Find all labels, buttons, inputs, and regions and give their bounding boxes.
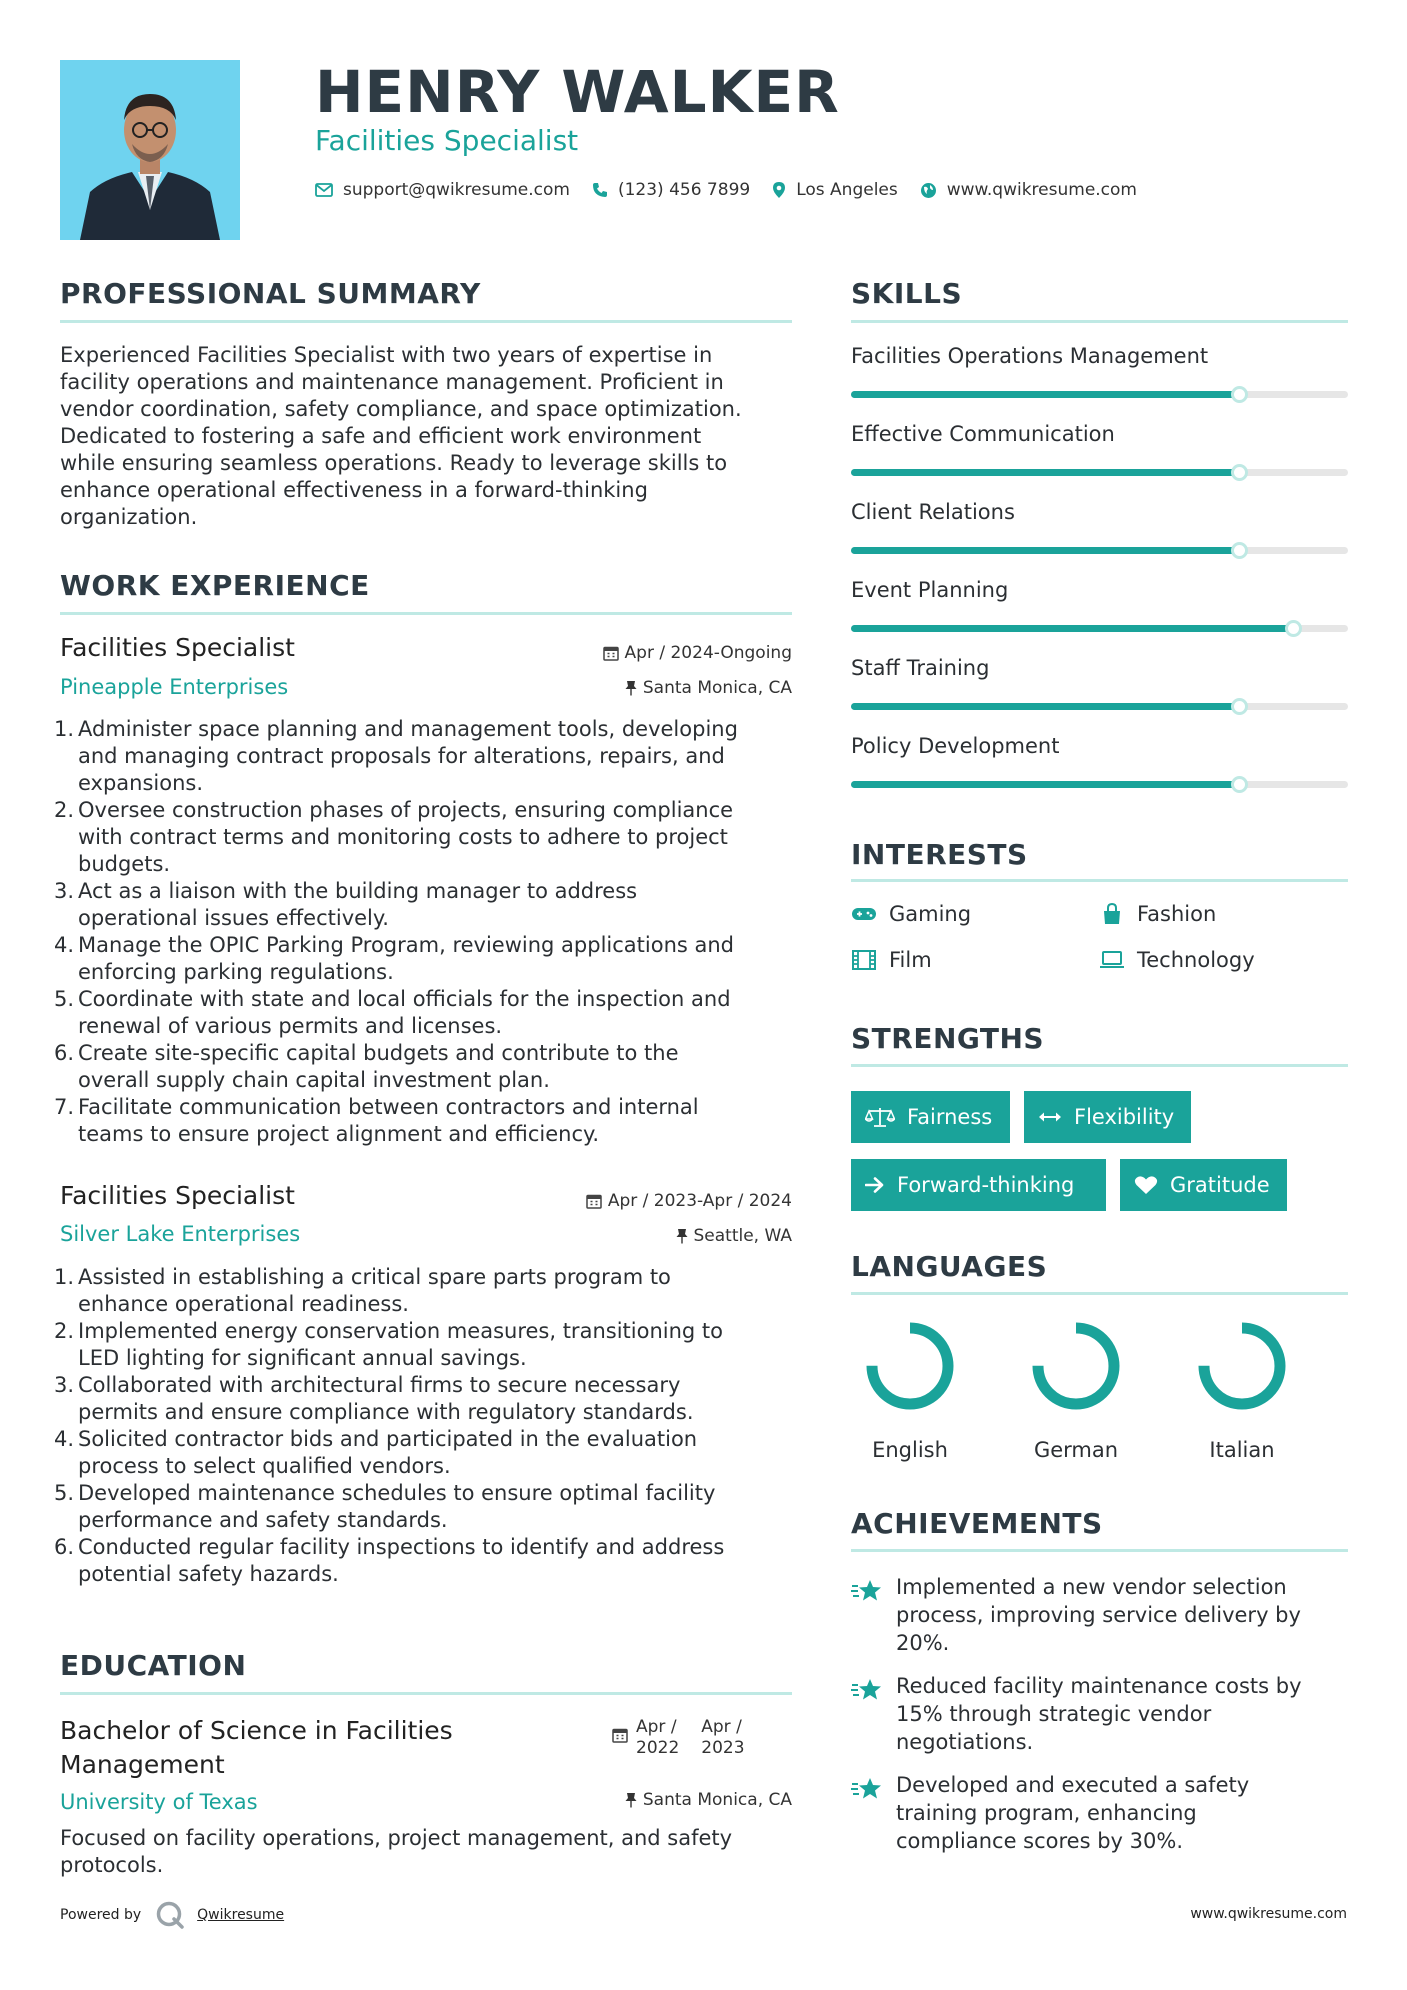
list-item (54, 1318, 800, 1372)
list-number: 5. (54, 987, 75, 1011)
language-ring (1028, 1318, 1124, 1414)
list-line: Conducted regular facility inspections to identify and address (78, 1535, 725, 1559)
shooting-star-icon (851, 1578, 883, 1608)
list-line: Facilitate communication between contractors and internal (78, 1095, 699, 1119)
language-label: English (872, 1438, 948, 1462)
skill-bar-knob (1231, 464, 1248, 481)
list-item (54, 986, 800, 1040)
skill-bar-fill (851, 781, 1239, 788)
interest-item (851, 902, 971, 926)
list-line: LED lighting for significant annual savings. (78, 1346, 527, 1370)
interest-item (851, 948, 932, 972)
language-label: German (1033, 1438, 1119, 1462)
laptop-icon (1099, 949, 1125, 971)
achievement-item (896, 1771, 1249, 1855)
arrow-right-icon (865, 1176, 885, 1194)
language-item (1187, 1318, 1297, 1462)
job-dates-text: Apr / 2024-Ongoing (624, 643, 792, 663)
list-item (54, 716, 800, 797)
summary-divider (60, 320, 792, 323)
list-line: teams to ensure project alignment and efficiency. (78, 1122, 600, 1146)
gamepad-icon (851, 903, 877, 925)
language-ring (1194, 1318, 1290, 1414)
list-line: Assisted in establishing a critical spare parts program to (78, 1265, 671, 1289)
candidate-name: HENRY WALKER (315, 58, 840, 126)
interests-divider (851, 879, 1348, 882)
achievement-line: Reduced facility maintenance costs by (896, 1674, 1302, 1698)
calendar-icon (586, 1193, 602, 1209)
list-line: permits and ensure compliance with regulatory standards. (78, 1400, 694, 1424)
list-line: and managing contract proposals for alterations, repairs, and (78, 744, 725, 768)
list-line: potential safety hazards. (78, 1562, 339, 1586)
education-location-text: Santa Monica, CA (642, 1790, 792, 1810)
skill-label: Policy Development (851, 734, 1060, 758)
job-location (625, 678, 792, 698)
list-number: 4. (54, 933, 75, 957)
skill-label: Client Relations (851, 500, 1015, 524)
footer-powered-by (60, 1900, 284, 1930)
skills-divider (851, 320, 1348, 323)
pushpin-icon (676, 1228, 688, 1244)
education-desc-line: protocols. (60, 1853, 164, 1877)
list-number: 7. (54, 1095, 75, 1119)
interest-label: Gaming (889, 902, 972, 926)
powered-by-text: Powered by (60, 1907, 142, 1923)
interest-item (1099, 948, 1255, 972)
interests-heading: INTERESTS (851, 838, 1028, 871)
language-label: Italian (1209, 1438, 1275, 1462)
interest-label: Technology (1137, 948, 1255, 972)
skill-bar-knob (1231, 776, 1248, 793)
list-item (54, 878, 800, 932)
summary-line: vendor coordination, safety compliance, and space optimization. (60, 397, 742, 421)
achievement-line: process, improving service delivery by (896, 1603, 1301, 1627)
list-line: enforcing parking regulations. (78, 960, 394, 984)
list-line: expansions. (78, 771, 204, 795)
list-line: Collaborated with architectural firms to secure necessary (78, 1373, 681, 1397)
strength-chip (1024, 1091, 1191, 1143)
list-item (54, 797, 800, 878)
strength-label: Fairness (907, 1105, 993, 1129)
skill-bar-knob (1231, 386, 1248, 403)
skill-label: Staff Training (851, 656, 990, 680)
education-desc-line: Focused on facility operations, project management, and safety (60, 1826, 733, 1850)
skill-label: Facilities Operations Management (851, 344, 1209, 368)
candidate-title: Facilities Specialist (315, 124, 579, 157)
language-ring-arc (1038, 1328, 1114, 1404)
profile-photo (60, 60, 240, 240)
job-dates-text: Apr / 2023-Apr / 2024 (607, 1191, 792, 1211)
list-line: overall supply chain capital investment plan. (78, 1068, 550, 1092)
list-line: Manage the OPIC Parking Program, reviewing applications and (78, 933, 735, 957)
footer-website[interactable]: www.qwikresume.com (1190, 1906, 1347, 1922)
skill-bar-knob (1231, 542, 1248, 559)
languages-divider (851, 1292, 1348, 1295)
list-item (54, 932, 800, 986)
achievements-heading: ACHIEVEMENTS (851, 1507, 1103, 1540)
interest-label: Fashion (1137, 902, 1217, 926)
list-line: operational issues effectively. (78, 906, 389, 930)
experience-heading: WORK EXPERIENCE (60, 569, 370, 602)
list-item (54, 1094, 800, 1148)
list-line: budgets. (78, 852, 171, 876)
skill-bar (851, 469, 1348, 476)
heart-icon (1134, 1175, 1158, 1195)
list-line: with contract terms and monitoring costs to adhere to project (78, 825, 728, 849)
achievement-line: 15% through strategic vendor (896, 1702, 1212, 1726)
email-link[interactable]: support@qwikresume.com (343, 180, 570, 200)
job-location-text: Seattle, WA (693, 1226, 792, 1246)
strength-chip (851, 1091, 1010, 1143)
job-dates (603, 643, 792, 663)
education-heading: EDUCATION (60, 1649, 247, 1682)
contact-bar (315, 180, 1159, 200)
list-number: 1. (54, 717, 75, 741)
website-link[interactable]: www.qwikresume.com (946, 180, 1137, 200)
location-text: Los Angeles (796, 180, 898, 200)
skill-bar (851, 391, 1348, 398)
degree-line: Management (60, 1750, 225, 1779)
summary-text (60, 342, 742, 531)
shopping-bag-icon (1099, 903, 1125, 925)
summary-heading: PROFESSIONAL SUMMARY (60, 277, 481, 310)
pushpin-icon (625, 1792, 637, 1808)
phone-icon (592, 182, 608, 198)
list-item (54, 1372, 800, 1426)
education-dates (612, 1717, 745, 1759)
job-company: Pineapple Enterprises (60, 675, 289, 699)
envelope-icon (315, 183, 333, 197)
list-number: 4. (54, 1427, 75, 1451)
education-end (701, 1717, 744, 1759)
language-item (1021, 1318, 1131, 1462)
strength-label: Flexibility (1074, 1105, 1175, 1129)
education-start (636, 1717, 679, 1759)
skill-bar-fill (851, 625, 1293, 632)
achievement-item (896, 1573, 1301, 1657)
phone-text: (123) 456 7899 (617, 180, 751, 200)
summary-line: Experienced Facilities Specialist with two years of expertise in (60, 343, 713, 367)
list-number: 2. (54, 1319, 75, 1343)
degree-title (60, 1714, 453, 1782)
person-illustration (60, 60, 240, 240)
job-location-text: Santa Monica, CA (642, 678, 792, 698)
skill-bar (851, 781, 1348, 788)
achievement-line: negotiations. (896, 1730, 1034, 1754)
list-number: 3. (54, 1373, 75, 1397)
school-name: University of Texas (60, 1790, 258, 1814)
qwikresume-link[interactable]: Qwikresume (197, 1907, 285, 1923)
experience-divider (60, 612, 792, 615)
job-title: Facilities Specialist (60, 1181, 295, 1210)
job-dates (586, 1191, 792, 1211)
achievement-line: Developed and executed a safety (896, 1773, 1250, 1797)
summary-line: organization. (60, 505, 198, 529)
strength-chip (851, 1159, 1106, 1211)
list-line: enhance operational readiness. (78, 1292, 409, 1316)
date-part: Apr / (701, 1717, 742, 1737)
list-number: 3. (54, 879, 75, 903)
skill-label: Event Planning (851, 578, 1009, 602)
globe-icon (920, 182, 937, 199)
calendar-icon (612, 1727, 628, 1749)
summary-line: while ensuring seamless operations. Ready to leverage skills to (60, 451, 728, 475)
list-line: Implemented energy conservation measures, transitioning to (78, 1319, 723, 1343)
achievement-line: 20%. (896, 1631, 950, 1655)
job-title: Facilities Specialist (60, 633, 295, 662)
list-number: 1. (54, 1265, 75, 1289)
degree-line: Bachelor of Science in Facilities (60, 1716, 453, 1745)
language-ring (862, 1318, 958, 1414)
film-icon (851, 949, 877, 971)
achievement-line: Implemented a new vendor selection (896, 1575, 1287, 1599)
summary-line: enhance operational effectiveness in a forward-thinking (60, 478, 648, 502)
language-ring-arc (1204, 1328, 1280, 1404)
list-item (54, 1040, 800, 1094)
interest-label: Film (889, 948, 932, 972)
summary-line: Dedicated to fostering a safe and efficient work environment (60, 424, 702, 448)
list-line: Oversee construction phases of projects, ensuring compliance (78, 798, 734, 822)
date-part: 2022 (636, 1738, 680, 1758)
job-responsibilities (54, 716, 800, 1148)
list-line: performance and safety standards. (78, 1508, 448, 1532)
list-number: 2. (54, 798, 75, 822)
language-item (855, 1318, 965, 1462)
skill-bar-fill (851, 391, 1239, 398)
education-description (60, 1825, 732, 1879)
strength-chip (1120, 1159, 1287, 1211)
list-line: Create site-specific capital budgets and contribute to the (78, 1041, 679, 1065)
language-ring-arc (872, 1328, 948, 1404)
achievements-divider (851, 1549, 1348, 1552)
education-divider (60, 1692, 792, 1695)
skill-bar (851, 703, 1348, 710)
list-line: Act as a liaison with the building manager to address (78, 879, 638, 903)
pushpin-icon (625, 680, 637, 696)
list-item (54, 1480, 800, 1534)
list-line: process to select qualified vendors. (78, 1454, 451, 1478)
skill-bar-knob (1231, 698, 1248, 715)
skills-heading: SKILLS (851, 277, 963, 310)
list-item (54, 1264, 800, 1318)
balance-scale-icon (865, 1106, 895, 1128)
skill-label: Effective Communication (851, 422, 1115, 446)
skill-bar (851, 547, 1348, 554)
achievement-item (896, 1672, 1302, 1756)
education-location (625, 1790, 792, 1810)
list-item (54, 1534, 800, 1588)
strength-label: Gratitude (1170, 1173, 1270, 1197)
job-responsibilities (54, 1264, 800, 1588)
job-location (676, 1226, 793, 1246)
achievement-line: training program, enhancing (896, 1801, 1197, 1825)
strengths-heading: STRENGTHS (851, 1022, 1045, 1055)
skill-bar-fill (851, 469, 1239, 476)
date-part: Apr / (636, 1717, 677, 1737)
list-line: Developed maintenance schedules to ensure optimal facility (78, 1481, 716, 1505)
skill-bar-knob (1285, 620, 1302, 637)
arrows-horizontal-icon (1038, 1110, 1062, 1124)
map-pin-icon (772, 181, 786, 199)
date-part: 2023 (701, 1738, 745, 1758)
interest-item (1099, 902, 1216, 926)
summary-line: facility operations and maintenance management. Proficient in (60, 370, 724, 394)
list-number: 6. (54, 1535, 75, 1559)
skill-bar-fill (851, 547, 1239, 554)
list-line: Administer space planning and management tools, developing (78, 717, 738, 741)
list-number: 6. (54, 1041, 75, 1065)
job-company: Silver Lake Enterprises (60, 1222, 301, 1246)
calendar-icon (603, 645, 619, 661)
list-line: Solicited contractor bids and participated in the evaluation (78, 1427, 698, 1451)
shooting-star-icon (851, 1677, 883, 1707)
list-line: renewal of various permits and licenses. (78, 1014, 503, 1038)
list-number: 5. (54, 1481, 75, 1505)
qwikresume-logo-icon (155, 1900, 185, 1930)
strengths-divider (851, 1064, 1348, 1067)
languages-heading: LANGUAGES (851, 1250, 1048, 1283)
shooting-star-icon (851, 1776, 883, 1806)
skill-bar-fill (851, 703, 1239, 710)
skill-bar (851, 625, 1348, 632)
achievement-line: compliance scores by 30%. (896, 1829, 1183, 1853)
list-item (54, 1426, 800, 1480)
strength-label: Forward-thinking (897, 1173, 1075, 1197)
list-line: Coordinate with state and local officials for the inspection and (78, 987, 731, 1011)
